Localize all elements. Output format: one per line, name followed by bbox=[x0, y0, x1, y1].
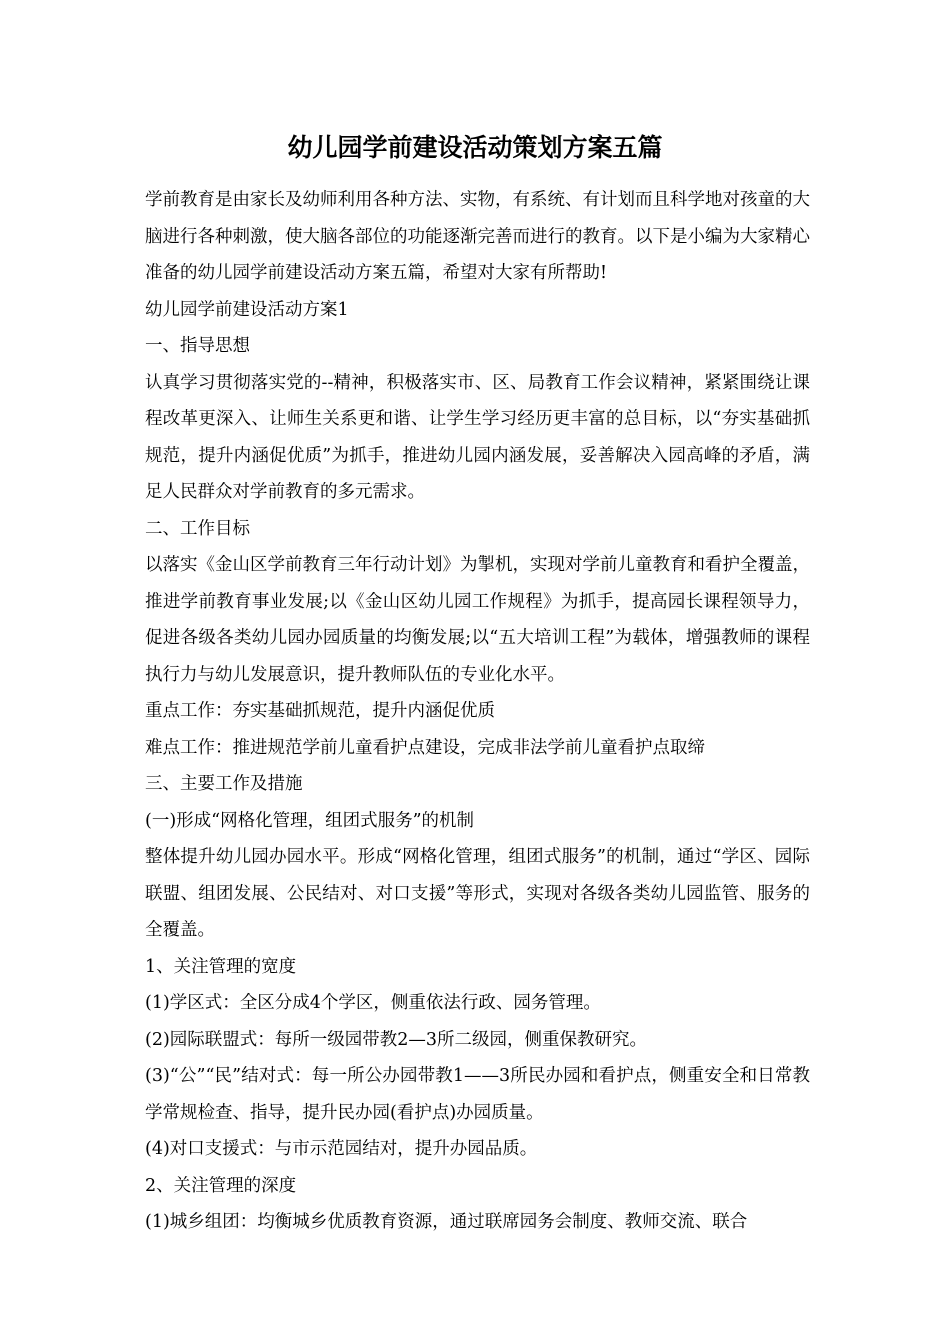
paragraph-guiding-ideology: 认真学习贯彻落实党的--精神，积极落实市、区、局教育工作会议精神，紧紧围绕让课程改革更深入、让师生关系更和谐、让学生学习经历更丰富的总目标，以“夯实基础抓规范，提升内涵促优质”为抓手，推进幼儿园内涵发展，妥善解决入园高峰的矛盾，满足人民群众对学前教育的多元需求。 bbox=[145, 372, 810, 502]
list-item: (1)学区式：全区分成4个学区，侧重依法行政、园务管理。 bbox=[145, 993, 601, 1013]
list-item: (4)对口支援式：与市示范园结对，提升办园品质。 bbox=[145, 1139, 538, 1159]
heading-guiding-ideology: 一、指导思想 bbox=[145, 336, 250, 356]
list-item: (1)城乡组团：均衡城乡优质教育资源，通过联席园务会制度、教师交流、联合 bbox=[145, 1212, 748, 1232]
heading-mechanism: (一)形成“网格化管理，组团式服务”的机制 bbox=[145, 810, 475, 831]
heading-work-goals: 二、工作目标 bbox=[145, 518, 250, 539]
paragraph-work-goals: 以落实《金山区学前教育三年行动计划》为掣机，实现对学前儿童教育和看护全覆盖，推进学前教育事业发展;以《金山区幼儿园工作规程》为抓手，提高园长课程领导力，促进各级各类幼儿园办园质量的均衡发展;以“五大培训工程”为载体，增强教师的课程执行力与幼儿发展意识，提升教师队伍的专业化水平。 bbox=[145, 555, 810, 685]
heading-management-breadth: 1、关注管理的宽度 bbox=[145, 956, 297, 977]
paragraph-key-work: 重点工作：夯实基础抓规范，提升内涵促优质 bbox=[145, 701, 495, 721]
document-title: 幼儿园学前建设活动策划方案五篇 bbox=[287, 133, 663, 162]
paragraph-mechanism: 整体提升幼儿园办园水平。形成“网格化管理，组团式服务”的机制，通过“学区、园际联盟、组团发展、公民结对、对口支援”等形式，实现对各级各类幼儿园监管、服务的全覆盖。 bbox=[145, 847, 810, 940]
heading-main-work: 三、主要工作及措施 bbox=[145, 774, 303, 794]
paragraph-difficult-work: 难点工作：推进规范学前儿童看护点建设，完成非法学前儿童看护点取缔 bbox=[145, 737, 705, 758]
list-item: (2)园际联盟式：每所一级园带教2—3所二级园，侧重保教研究。 bbox=[145, 1029, 648, 1050]
list-item: (3)“公”“民”结对式：每一所公办园带教1——3所民办园和看护点，侧重安全和日常教学常规检查、指导，提升民办园(看护点)办园质量。 bbox=[145, 1066, 810, 1123]
heading-management-depth: 2、关注管理的深度 bbox=[145, 1175, 297, 1196]
paragraph-intro: 学前教育是由家长及幼师利用各种方法、实物，有系统、有计划而且科学地对孩童的大脑进行各种刺激，使大脑各部位的功能逐渐完善而进行的教育。以下是小编为大家精心准备的幼儿园学前建设活动方案五篇，希望对大家有所帮助! bbox=[145, 190, 810, 283]
document-body bbox=[145, 182, 810, 1241]
heading-plan-1: 幼儿园学前建设活动方案1 bbox=[145, 299, 349, 320]
